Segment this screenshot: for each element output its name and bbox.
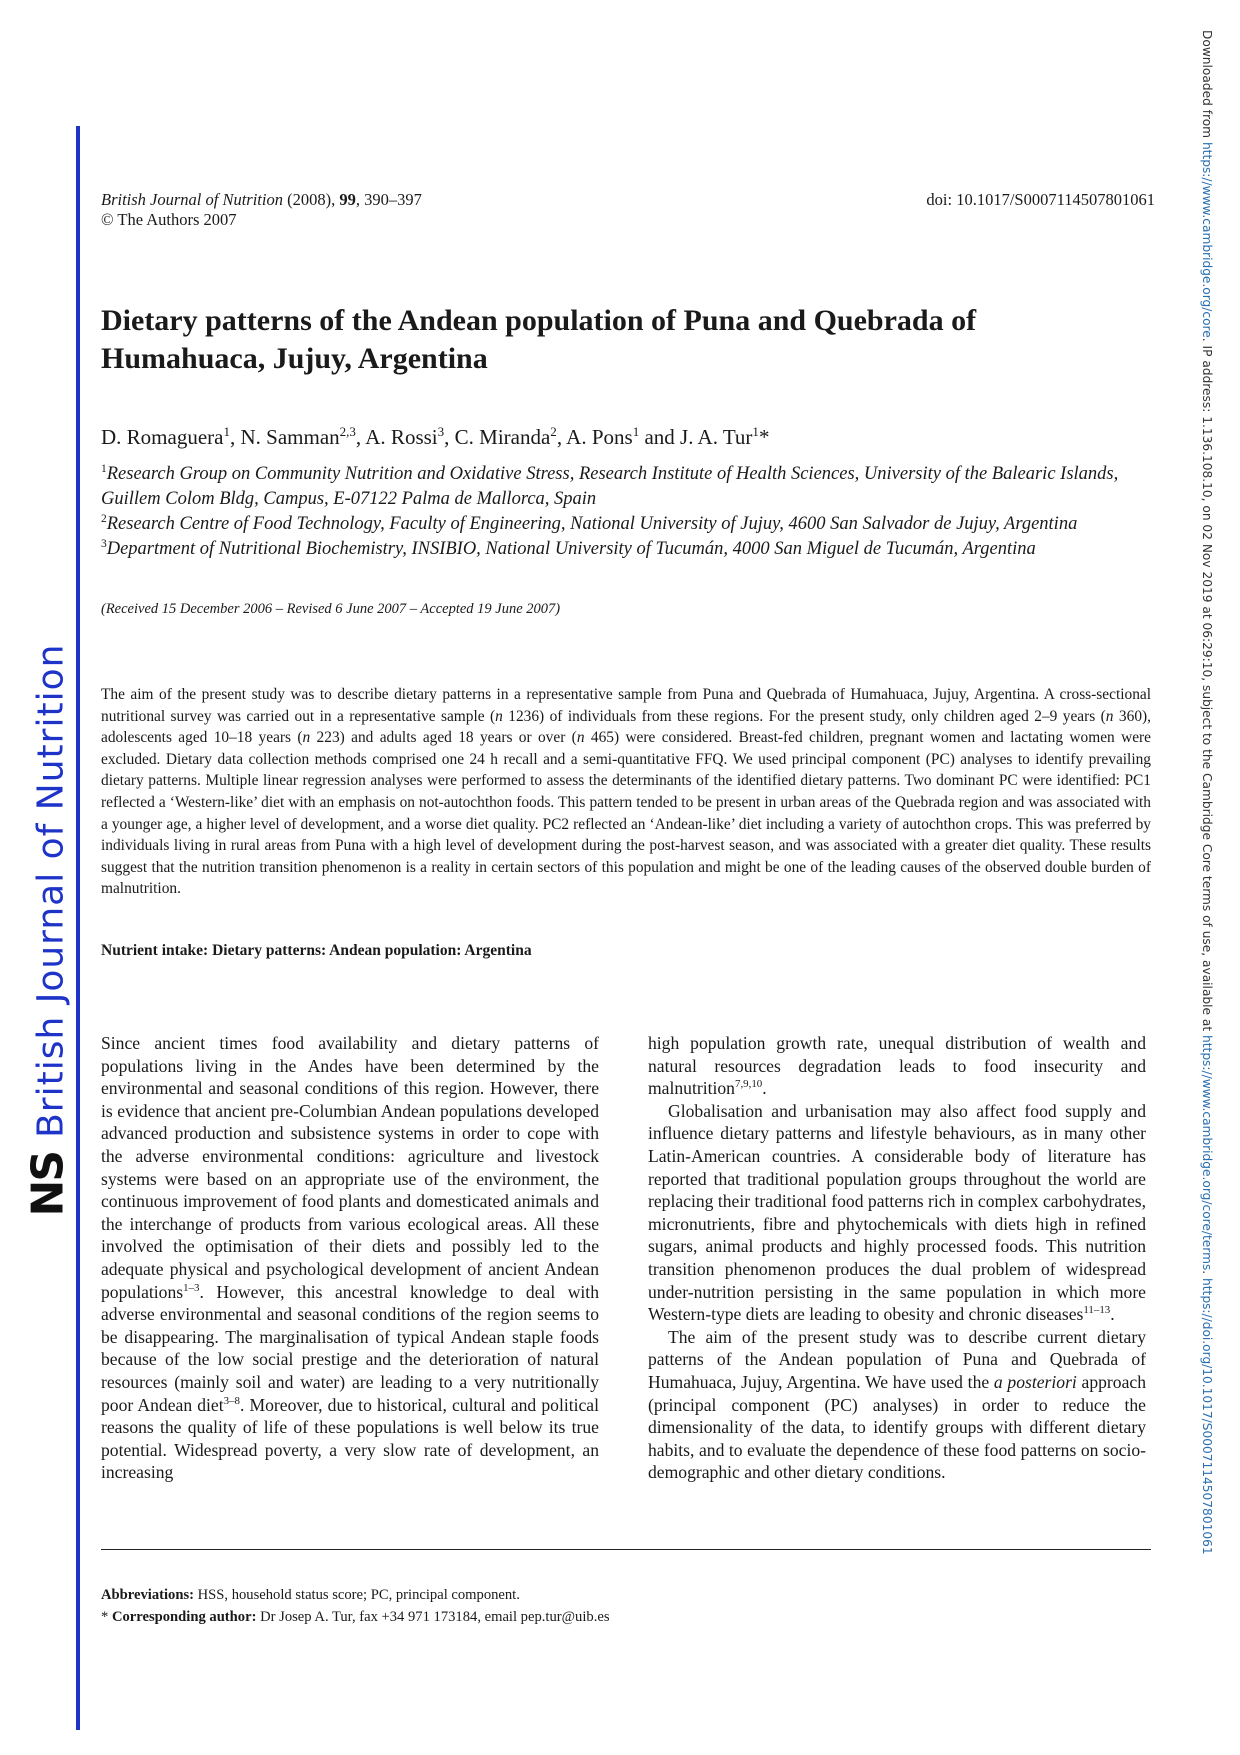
journal-logo bbox=[16, 643, 80, 1217]
affiliation-text: Research Centre of Food Technology, Faculty of Engineering, National University of Jujuy, 4600 San Salvador de Jujuy, Argentina bbox=[106, 514, 1078, 534]
author-name: D. Romaguera bbox=[101, 425, 224, 449]
journal-name: British Journal of Nutrition bbox=[101, 190, 283, 209]
author-name: N. Samman bbox=[240, 425, 340, 449]
body-text: approach (principal component (PC) analyses) in order to reduce the dimensionality of the data, to identify groups with different dietary habits, and to evaluate the dependence of these food patterns on socio-demographic and other dietary conditions. bbox=[648, 1371, 1146, 1483]
download-middle: . IP address: 1.136.108.10, on 02 Nov 2019 at 06:29:10, subject to the Cambridge Core terms of use, available at bbox=[1200, 337, 1214, 1036]
body-paragraph bbox=[648, 1100, 1146, 1326]
journal-year: (2008), bbox=[282, 190, 340, 209]
download-sep: . bbox=[1200, 1270, 1214, 1279]
author-affil-sup: 1 bbox=[223, 424, 230, 439]
abbreviations-note bbox=[101, 1585, 610, 1607]
abbreviations-text: HSS, household status score; PC, principal component. bbox=[193, 1587, 520, 1603]
journal-logo-ns: NS bbox=[22, 1151, 74, 1217]
body-italic: a posteriori bbox=[993, 1371, 1077, 1392]
abstract-text: 223) and adults aged 18 years or over ( bbox=[310, 729, 577, 747]
abstract-text: 1236) of individuals from these regions. For the present study, only children aged 2–9 years ( bbox=[502, 707, 1106, 725]
author-sep: , bbox=[556, 425, 567, 449]
download-notice bbox=[1196, 30, 1216, 1555]
doi: doi: 10.1017/S0007114507801061 bbox=[926, 190, 1155, 209]
author-affil-sup: 1 bbox=[752, 424, 759, 439]
corresponding-author-note bbox=[101, 1607, 610, 1629]
corresponding-label: Corresponding author: bbox=[111, 1608, 257, 1625]
abstract-text: 465) were considered. Breast-fed children, pregnant women and lactating women were excluded. Dietary data collection methods comprised one 24 h recall and a semi-quantitative FFQ. We used principal component (PC) analyses to identify prevailing dietary patterns. Multiple linear regression analyses were performed to assess the determinants of the identified dietary patterns. Two dominant PC were identified: PC1 reflected a ‘Western-like’ diet with an emphasis on not-autochthon foods. This pattern tended to be present in urban areas of the Quebrada region and was associated with a younger age, a higher level of development, and a worse diet quality. PC2 reflected an ‘Andean-like’ diet including a variety of autochthon crops. This was preferred by individuals living in rural areas from Puna with a high level of development during the post-harvest season, and was associated with a greater diet quality. These results suggest that the nutrition transition phenomenon is a reality in certain sectors of this population and might be one of the leading causes of the observed double burden of malnutrition. bbox=[101, 729, 1151, 898]
body-paragraph bbox=[648, 1326, 1146, 1484]
terms-link[interactable]: https://www.cambridge.org/core/terms bbox=[1200, 1035, 1214, 1271]
author-name: A. Rossi bbox=[365, 425, 438, 449]
body-text: The aim of the present study was to describe current dietary patterns of the Andean population of Puna and Quebrada of Humahuaca, Jujuy, Argentina. We have used the bbox=[648, 1326, 1146, 1392]
copyright: © The Authors 2007 bbox=[101, 210, 237, 229]
citation-ref[interactable]: 11–13 bbox=[1083, 1304, 1111, 1317]
keywords: Nutrient intake: Dietary patterns: Andean population: Argentina bbox=[101, 942, 532, 959]
abstract-text: 360), adolescents aged 10–18 years ( bbox=[101, 707, 1151, 747]
citation-ref[interactable]: 3–8 bbox=[223, 1394, 240, 1407]
abstract-italic-n: n bbox=[576, 729, 585, 747]
abstract bbox=[101, 684, 1151, 900]
corresponding-star: * bbox=[101, 1608, 112, 1625]
author-affil-sup: 3 bbox=[437, 424, 445, 439]
doi-link[interactable]: https://doi.org/10.1017/S0007114507801061 bbox=[1200, 1278, 1214, 1555]
abstract-italic-n: n bbox=[302, 729, 311, 747]
body-text: high population growth rate, unequal distribution of wealth and natural resources degradation leads to food insecurity and malnutrition bbox=[648, 1033, 1146, 1099]
author-sep: and bbox=[639, 425, 681, 449]
journal-citation bbox=[101, 190, 422, 230]
author-name: J. A. Tur bbox=[680, 425, 753, 449]
affiliation-number: 3 bbox=[101, 537, 107, 550]
citation-ref[interactable]: 7,9,10 bbox=[734, 1078, 763, 1091]
footnote-divider bbox=[101, 1549, 1151, 1550]
author-sep: , bbox=[229, 425, 241, 449]
affiliation-text: Research Group on Community Nutrition and Oxidative Stress, Research Institute of Health Sciences, University of the Balearic Islands, Guillem Colom Bldg, Campus, E-07122 Palma de Mallorca, Spain bbox=[101, 464, 1119, 509]
download-prefix: Downloaded from bbox=[1200, 30, 1214, 142]
body-text: . bbox=[762, 1078, 767, 1099]
body-text: Globalisation and urbanisation may also affect food supply and influence dietary patterns and lifestyle behaviours, as in many other Latin-American countries. A considerable body of literature has reported that traditional population groups throughout the world are replacing their traditional food patterns rich in complex carbohydrates, micronutrients, fibre and phytochemicals with diets high in refined sugars, animal products and highly processed foods. This nutrition transition phenomenon produces the dual problem of widespread under-nutrition persisting in the same population in which more Western-type diets are leading to obesity and chronic diseases bbox=[648, 1100, 1146, 1325]
author-list bbox=[101, 425, 769, 450]
author-affil-sup: 2 bbox=[550, 424, 557, 439]
author-affil-sup: 2,3 bbox=[339, 424, 356, 439]
body-paragraph bbox=[648, 1032, 1146, 1100]
body-text: . Moreover, due to historical, cultural and political reasons the quality of life of these populations is well below its true potential. Widespread poverty, a very slow rate of development, an increasing bbox=[101, 1394, 599, 1483]
body-text: . However, this ancestral knowledge to deal with adverse environmental and seasonal conditions of the region seems to be disappearing. The marginalisation of typical Andean staple foods because of the low social prestige and the deterioration of natural resources (mainly soil and water) are leading to a very nutritionally poor Andean diet bbox=[101, 1281, 599, 1415]
author-affil-sup: 1 bbox=[632, 424, 640, 439]
affiliation bbox=[101, 537, 1151, 562]
abbreviations-label: Abbreviations: bbox=[101, 1587, 194, 1603]
abstract-text: The aim of the present study was to describe dietary patterns in a representative sample from Puna and Quebrada of Humahuaca, Jujuy, Argentina. A cross-sectional nutritional survey was carried out in a representative sample ( bbox=[101, 686, 1151, 725]
body-text: . bbox=[1110, 1304, 1115, 1325]
journal-pages: , 390–397 bbox=[355, 190, 422, 209]
author-name: C. Miranda bbox=[454, 425, 551, 449]
affiliation-text: Department of Nutritional Biochemistry, INSIBIO, National University of Tucumán, 4000 San Miguel de Tucumán, Argentina bbox=[106, 539, 1036, 559]
cambridge-core-link[interactable]: https://www.cambridge.org/core bbox=[1200, 141, 1214, 338]
body-paragraph bbox=[101, 1032, 599, 1484]
affiliation-number: 2 bbox=[101, 512, 107, 525]
abstract-italic-n: n bbox=[495, 707, 503, 725]
abstract-italic-n: n bbox=[1105, 707, 1114, 725]
affiliations bbox=[101, 462, 1151, 562]
body-text: Since ancient times food availability and dietary patterns of populations living in the Andes have been determined by the environmental and seasonal conditions of this region. However, there is evidence that ancient pre-Columbian Andean populations developed advanced production and subsistence systems in order to cope with the adverse environmental conditions: agriculture and livestock systems were based on an appropriate use of the environment, the continuous improvement of food plants and domesticated animals and the interchange of products from various ecological areas. All these involved the optimisation of their diets and possibly led to the adequate physical and psychological development of ancient Andean populations bbox=[101, 1033, 599, 1302]
article-title: Dietary patterns of the Andean population of Puna and Quebrada of Humahuaca, Jujuy, Argentina bbox=[101, 304, 977, 375]
affiliation bbox=[101, 462, 1151, 512]
journal-volume: 99 bbox=[339, 190, 356, 209]
journal-logo-text: British Journal of Nutrition bbox=[30, 643, 72, 1138]
affiliation bbox=[101, 512, 1151, 537]
author-sep: , bbox=[444, 425, 455, 449]
affiliation-number: 1 bbox=[101, 462, 107, 475]
author-name: A. Pons bbox=[566, 425, 633, 449]
citation-ref[interactable]: 1–3 bbox=[183, 1281, 200, 1294]
author-sep: , bbox=[355, 425, 366, 449]
footnotes bbox=[101, 1585, 610, 1628]
body-column-left bbox=[101, 1032, 599, 1484]
received-dates: (Received 15 December 2006 – Revised 6 June 2007 – Accepted 19 June 2007) bbox=[101, 601, 561, 617]
author-sep: * bbox=[758, 425, 770, 449]
corresponding-text: Dr Josep A. Tur, fax +34 971 173184, email pep.tur@uib.es bbox=[256, 1608, 610, 1625]
body-column-right bbox=[648, 1032, 1146, 1484]
